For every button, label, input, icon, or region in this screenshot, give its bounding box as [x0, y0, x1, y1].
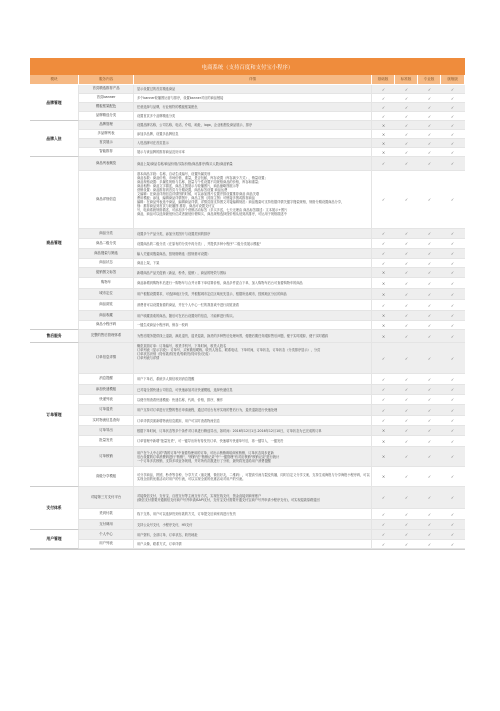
feature-description: 商品上架，下架 [134, 259, 372, 267]
check-mark-icon: ✓ [381, 161, 386, 166]
check-mark-icon: ✓ [404, 251, 409, 256]
check-mark-icon: ✓ [381, 376, 386, 382]
feature-description: 可分享商品，拼团，秒杀等各种，分享方式（朋友圈，微信好友，二维码），可提高引流与裂变传播，同时自定义分享文案，支持生成海报与分享海报小程序码，可以实现全面的优惠活动对用户的引流，可以实现全面的优惠活动对用户的引流。 [134, 467, 372, 486]
check-mark-icon: ✓ [404, 522, 409, 527]
cross-mark-icon: × [381, 474, 386, 479]
check-mark-icon: ✓ [404, 355, 409, 361]
check-mark-icon: ✓ [404, 241, 409, 246]
feature-description: 输入关键词搜索商品，按规格筛选（按规格可设置） [134, 249, 372, 258]
feature-name: 商品收藏 [79, 311, 134, 320]
table-row [79, 436, 465, 447]
check-mark-icon: ✓ [404, 280, 409, 286]
table-row [79, 139, 465, 148]
check-mark-icon: ✓ [381, 407, 386, 413]
table-row [79, 520, 465, 530]
feature-name: 商品详细信息 [79, 171, 134, 228]
check-mark-icon: ✓ [427, 197, 432, 202]
cross-mark-icon: × [381, 428, 386, 433]
feature-description: 一键生成商品小程序码，保存一枚码 [134, 321, 372, 329]
cross-mark-icon: × [381, 122, 386, 128]
cross-mark-icon: × [381, 140, 386, 146]
feature-name: 商品列表概览 [79, 157, 134, 170]
check-mark-icon: ✓ [427, 260, 432, 266]
feature-name: 实时物流信息查询 [79, 416, 134, 425]
feature-name: 首页精选推荐产品 [79, 85, 134, 93]
table-row [79, 259, 465, 268]
feature-name: 完整的售后管理体系 [79, 330, 134, 342]
cross-mark-icon: × [381, 313, 386, 318]
table-row [79, 509, 465, 520]
feature-description: 用户资料，全部订单，订单状态，收货地址 [134, 530, 372, 539]
check-mark-icon: ✓ [427, 333, 432, 339]
table-row [79, 239, 465, 249]
check-mark-icon: ✓ [381, 95, 386, 101]
check-mark-icon: ✓ [404, 140, 409, 146]
feature-name: 高级分享模板 [79, 467, 134, 486]
check-mark-icon: ✓ [404, 474, 409, 479]
feature-name: 消息提醒 [79, 374, 134, 384]
check-mark-icon: ✓ [404, 495, 409, 500]
check-mark-icon: ✓ [404, 418, 409, 423]
column-header: 旗舰版 [441, 75, 465, 84]
feature-name: 订单核销 [79, 447, 134, 466]
cross-mark-icon: × [381, 322, 386, 328]
table-title: 电商系统（支持百度和支付宝小程序） [30, 58, 465, 75]
feature-description: 用户收藏喜欢的商品，随后可在后台设置好的信息，才能够进行购买。 [134, 311, 372, 320]
feature-description: 概览页面订单：订单编号，收货手机号，下单时间，收货人姓名 订单列表（显示字段）：订单号，买家微信昵称，收货人姓名，联系电话，下单时间，订单状态，订单状态（分类排序显示），分页 订单状态识别（待付款/待发货/待收货/待评价/完成） 订单列表与详情 [134, 343, 372, 373]
check-mark-icon: ✓ [404, 231, 409, 236]
feature-description: 用户头像，联系方式，订单详情 [134, 540, 372, 548]
module-name: 品牌管理 [30, 85, 79, 121]
table-row [79, 530, 465, 540]
feature-description: 设置商品的二级分类（在原有的分类中再分类），并提供多种小程序"二级分类展示模板" [134, 239, 372, 248]
feature-name: 促销图文标签 [79, 268, 134, 277]
module-name: 商品管理 [30, 157, 79, 330]
table-row [79, 249, 465, 259]
check-mark-icon: ✓ [404, 541, 409, 547]
check-mark-icon: ✓ [427, 231, 432, 236]
check-mark-icon: ✓ [427, 474, 432, 479]
check-mark-icon: ✓ [381, 197, 386, 202]
check-mark-icon: ✓ [450, 541, 455, 547]
check-mark-icon: ✓ [404, 438, 409, 444]
feature-description: 用户在个人中心的"我的订单"中查看待使用的订单，可出示核销码给商家核销，订单状态同步更新 后台设置的订单消费码进行"核销"，"核销"在"核销记录"中"一键管理"有对应核销"核销记录"进行统计 一个订单多次核销，支持多项业务规则，并对所有次数进行了分析，最终将发送给用户消费提醒 [134, 447, 372, 466]
column-header: 专业版 [418, 75, 441, 84]
check-mark-icon: ✓ [404, 260, 409, 266]
check-mark-icon: ✓ [427, 397, 432, 402]
feature-description: 对接微信支付，支付宝，百度支付等主流支付方式，实现在线支付，资金直接到商家账户 (微信支付需要开通微信支付商户号并申请JSAPI支付，支付宝支付需要开通支付宝商户号并申请小程序支付)，可实现退款原路退回 [134, 487, 372, 508]
check-mark-icon: ✓ [450, 418, 455, 423]
feature-description: 已对接全国快递公司信息，可快速添加对应快递模板，选择快递信息 [134, 385, 372, 394]
check-mark-icon: ✓ [427, 438, 432, 444]
check-mark-icon: ✓ [427, 302, 432, 308]
check-mark-icon: ✓ [450, 113, 455, 119]
table-row [79, 148, 465, 157]
feature-description: 商品新增到购物车后进行一购物车与合并计算下单结算价格，商品多件混合下单，加入购物车后台可查看购物车的商品 [134, 278, 372, 288]
column-header: 基础版 [372, 75, 395, 84]
check-mark-icon: ✓ [450, 397, 455, 402]
check-mark-icon: ✓ [427, 140, 432, 146]
feature-name: 品牌管理 [79, 121, 134, 129]
check-mark-icon: ✓ [427, 511, 432, 517]
check-mark-icon: ✓ [381, 511, 386, 517]
check-mark-icon: ✓ [381, 104, 386, 110]
check-mark-icon: ✓ [381, 231, 386, 236]
check-mark-icon: ✓ [450, 474, 455, 479]
feature-name: 首页banner [79, 94, 134, 102]
check-mark-icon: ✓ [404, 387, 409, 392]
check-mark-icon: ✓ [404, 302, 409, 308]
check-mark-icon: ✓ [381, 260, 386, 266]
check-mark-icon: ✓ [427, 161, 432, 166]
check-mark-icon: ✓ [450, 140, 455, 146]
check-mark-icon: ✓ [427, 270, 432, 275]
feature-name: 品牌精选分类 [79, 112, 134, 120]
feature-name: 添加快递模板 [79, 385, 134, 394]
check-mark-icon: ✓ [381, 355, 386, 361]
table-row [79, 94, 465, 103]
check-mark-icon: ✓ [427, 322, 432, 328]
cross-mark-icon: × [381, 280, 386, 286]
check-mark-icon: ✓ [450, 86, 455, 92]
feature-name: 用户列表 [79, 540, 134, 548]
table-row [79, 157, 465, 171]
check-mark-icon: ✓ [427, 495, 432, 500]
feature-name: 商品搜索与筛选 [79, 249, 134, 258]
table-row [79, 426, 465, 436]
feature-description: 线下交易，用户可以选择货到付款的方式，订单提交后商家再进行发货 [134, 509, 372, 519]
feature-name: 商品分类 [79, 229, 134, 238]
check-mark-icon: ✓ [427, 428, 432, 433]
check-mark-icon: ✓ [381, 302, 386, 308]
check-mark-icon: ✓ [450, 270, 455, 275]
check-mark-icon: ✓ [427, 95, 432, 101]
check-mark-icon: ✓ [381, 387, 386, 392]
table-row [79, 278, 465, 289]
check-mark-icon: ✓ [381, 86, 386, 92]
check-mark-icon: ✓ [404, 161, 409, 166]
check-mark-icon: ✓ [381, 541, 386, 547]
cross-mark-icon: × [381, 131, 386, 137]
check-mark-icon: ✓ [427, 387, 432, 392]
module-name: 支付体系 [30, 487, 79, 530]
feature-name: 城市定位 [79, 289, 134, 299]
check-mark-icon: ✓ [450, 333, 455, 339]
table-row [79, 416, 465, 426]
check-mark-icon: ✓ [404, 322, 409, 328]
check-mark-icon: ✓ [427, 280, 432, 286]
column-header: 详情 [134, 75, 372, 84]
check-mark-icon: ✓ [450, 322, 455, 328]
check-mark-icon: ✓ [450, 532, 455, 537]
check-mark-icon: ✓ [404, 397, 409, 402]
check-mark-icon: ✓ [427, 86, 432, 92]
feature-name: 货到付款 [79, 509, 134, 519]
check-mark-icon: ✓ [427, 131, 432, 137]
check-mark-icon: ✓ [427, 149, 432, 155]
feature-description: 设置品牌名称，公司名称，电话，介绍，地址，logo，企业相册及商品展示，排序 [134, 121, 372, 129]
table-row [79, 289, 465, 300]
check-mark-icon: ✓ [450, 122, 455, 128]
module-divider [30, 549, 465, 550]
feature-name: 订单导出 [79, 426, 134, 435]
feature-description: 消费者可以设置查看的商品，并在个人中心一栏的我喜欢中进行浏览查看 [134, 300, 372, 310]
feature-name: 个人中心 [79, 530, 134, 539]
check-mark-icon: ✓ [450, 280, 455, 286]
check-mark-icon: ✓ [450, 149, 455, 155]
check-mark-icon: ✓ [404, 376, 409, 382]
check-mark-icon: ✓ [381, 418, 386, 423]
check-mark-icon: ✓ [450, 291, 455, 297]
table-row [79, 467, 465, 487]
table-row [79, 229, 465, 239]
check-mark-icon: ✓ [404, 313, 409, 318]
module-name: 售后服务 [30, 330, 79, 343]
check-mark-icon: ✓ [427, 355, 432, 361]
check-mark-icon: ✓ [450, 104, 455, 110]
table-row [79, 540, 465, 549]
check-mark-icon: ✓ [404, 113, 409, 119]
feature-name: 商品状态 [79, 259, 134, 267]
check-mark-icon: ✓ [404, 197, 409, 202]
table-row [79, 405, 465, 416]
check-mark-icon: ✓ [381, 397, 386, 402]
check-mark-icon: ✓ [427, 241, 432, 246]
module-name: 品牌入驻 [30, 121, 79, 157]
check-mark-icon: ✓ [450, 241, 455, 246]
check-mark-icon: ✓ [450, 251, 455, 256]
check-mark-icon: ✓ [450, 387, 455, 392]
feature-name: 支付调用 [79, 520, 134, 529]
check-mark-icon: ✓ [381, 495, 386, 500]
table-row [79, 268, 465, 278]
check-mark-icon: ✓ [450, 197, 455, 202]
check-mark-icon: ✓ [427, 418, 432, 423]
table-row [79, 112, 465, 121]
feature-description: 新增商品产品关促销（新品，秒杀，促销），商品的特效与图标 [134, 268, 372, 277]
cross-mark-icon: × [381, 270, 386, 275]
feature-name: 订单信息详情 [79, 343, 134, 373]
table-row [79, 343, 465, 374]
feature-description: 以便仔细查看快递模板：快递名称，代码，价格，排序，操作 [134, 395, 372, 404]
feature-name: 快递列表 [79, 395, 134, 404]
feature-description: 订单管理中新增"批量发货"，可一键导出所有待发货订单，快速填写快递单号后，再一键导入，一键发货 [134, 436, 372, 446]
feature-description: 多个banner轮播图运营与排序，设置banner对应的商品链接 [134, 94, 372, 102]
check-mark-icon: ✓ [450, 131, 455, 137]
table-row [79, 395, 465, 405]
check-mark-icon: ✓ [381, 251, 386, 256]
feature-name: 商品二级分类 [79, 239, 134, 248]
feature-description: 设置多个产品分类，添加分类图片与设置类别的排序 [134, 229, 372, 238]
column-header: 标准版 [395, 75, 418, 84]
check-mark-icon: ✓ [404, 95, 409, 101]
feature-description: 为售后服务提供线上退款，满足退货，退货退款，换货的多种售后处理场景，便捷后期任务跟踪售后问题，便于实时跟踪，便于实时跟踪 [134, 330, 372, 342]
check-mark-icon: ✓ [404, 122, 409, 128]
check-mark-icon: ✓ [404, 86, 409, 92]
check-mark-icon: ✓ [450, 313, 455, 318]
feature-description: 入驻品牌可在首页显示 [134, 139, 372, 147]
cross-mark-icon: × [381, 333, 386, 339]
check-mark-icon: ✓ [427, 291, 432, 297]
table-row [79, 385, 465, 395]
check-mark-icon: ✓ [404, 428, 409, 433]
feature-description: 订单详情页面新增物流信息跟踪，用户可实时查看物流信息 [134, 416, 372, 425]
check-mark-icon: ✓ [450, 161, 455, 166]
feature-description: 任意选择与品牌，行业相符的模板框架配色 [134, 103, 372, 111]
table-row [79, 121, 465, 130]
table-row [79, 330, 465, 343]
cross-mark-icon: × [381, 438, 386, 444]
check-mark-icon: ✓ [427, 532, 432, 537]
check-mark-icon: ✓ [450, 438, 455, 444]
check-mark-icon: ✓ [450, 231, 455, 236]
check-mark-icon: ✓ [427, 376, 432, 382]
feature-name: 商品浏览 [79, 300, 134, 310]
feature-name: 批量发货 [79, 436, 134, 446]
check-mark-icon: ✓ [427, 313, 432, 318]
feature-description: 基本商品字段：名称，自动生成编号，设置所属类别 商品参数：商品价格，市场价格，重量，是否包邮，库存设置（库存减少方式），销量设置； 商品规格设置：多属性规格与名称，批量与个性设置不同规格商品的价格，库存和重量； 商品相册：商品文字描述，商品主图展示与轮播图片，商品缩略图展示等 营销设置：商品推荐到首页与分期设置，商品标签设置 商品运费 文编辑：在商品详细信息详情图的时候，可以添加图片位置并排设置推荐商品 商品关联 费用模板；添加，编辑商品详情图片，商品主图（封面主图）可链接多图或推荐商品 编辑：在商品列表选中商品，编辑商品详情，详情页面支持图文对接编辑规范：商品搜索可支持依据详情关键字搜索规格，规格分期设置商品分享， 细：推荐商品到首页与轮播图 推荐，商品可设置支付宝 号，电商系统规格描述，可添加多个营销活动标签（多买多送，七天无理由 商品标签描述：文本展示+图片 商品，商品可以选择最低价位或者最低价格购买，商品规格选择按价格从低到高排序，可运用于规格描述中 [134, 171, 372, 228]
check-mark-icon: ✓ [427, 522, 432, 527]
check-mark-icon: ✓ [450, 454, 455, 459]
feature-description: 商品上架/商品名称/商品价格/实际价格/商品排序/购买人数/商品销量 [134, 157, 372, 170]
check-mark-icon: ✓ [427, 113, 432, 119]
module-name: 订单管理 [30, 343, 79, 487]
feature-name: 订单退货 [79, 405, 134, 415]
check-mark-icon: ✓ [404, 104, 409, 110]
feature-name: 购物车 [79, 278, 134, 288]
cross-mark-icon: × [381, 149, 386, 155]
feature-description: 用户支持对订单进行完整的售后申请流程，通过对后台有序实现的售后行为，退货退款进行快速处理 [134, 405, 372, 415]
table-row [79, 130, 465, 139]
check-mark-icon: ✓ [404, 407, 409, 413]
feature-description: 显示设置过的首页精选商品 [134, 85, 372, 93]
check-mark-icon: ✓ [404, 270, 409, 275]
feature-name: 多品牌列表 [79, 130, 134, 138]
check-mark-icon: ✓ [450, 495, 455, 500]
feature-description: 用户下单后，系统多人微信收到消息提醒 [134, 374, 372, 384]
check-mark-icon: ✓ [427, 122, 432, 128]
check-mark-icon: ✓ [427, 541, 432, 547]
check-mark-icon: ✓ [450, 511, 455, 517]
check-mark-icon: ✓ [404, 333, 409, 339]
check-mark-icon: ✓ [404, 532, 409, 537]
feature-description: 用户根据设置要求，可选择地区分类，并根据城市定位区域优先显示，根据所选城市，按照地区分区的商品 [134, 289, 372, 299]
module-name: 用户管理 [30, 530, 79, 549]
check-mark-icon: ✓ [404, 149, 409, 155]
check-mark-icon: ✓ [404, 454, 409, 459]
feature-name: 商品小程序码 [79, 321, 134, 329]
table-row [79, 311, 465, 321]
check-mark-icon: ✓ [450, 407, 455, 413]
table-row [79, 487, 465, 509]
check-mark-icon: ✓ [381, 522, 386, 527]
feature-name: 模板框架配色 [79, 103, 134, 111]
table-row [79, 374, 465, 385]
check-mark-icon: ✓ [381, 241, 386, 246]
feature-description: 添加多品牌，设置多品牌信息 [134, 130, 372, 138]
check-mark-icon: ✓ [450, 260, 455, 266]
feature-description: 展示与该品牌的推荐商品及好评率 [134, 148, 372, 156]
check-mark-icon: ✓ [450, 355, 455, 361]
feature-description: 支持公众号支付，小程序支付，H5支付 [134, 520, 372, 529]
table-row [79, 171, 465, 229]
cross-mark-icon: × [381, 454, 386, 459]
feature-description: 根据下单时间、订单状态等多个条件对订单进行筛选导出，如时间：2016年12月1日-2016年12月10日，订单状态为已完成的订单 [134, 426, 372, 435]
check-mark-icon: ✓ [427, 251, 432, 256]
check-mark-icon: ✓ [427, 407, 432, 413]
check-mark-icon: ✓ [450, 95, 455, 101]
table-row [79, 300, 465, 311]
table-row [79, 447, 465, 467]
column-header: 服务内容 [79, 75, 134, 84]
check-mark-icon: ✓ [450, 302, 455, 308]
check-mark-icon: ✓ [381, 532, 386, 537]
check-mark-icon: ✓ [450, 428, 455, 433]
check-mark-icon: ✓ [404, 131, 409, 137]
check-mark-icon: ✓ [381, 113, 386, 119]
table-row [79, 103, 465, 112]
table-row [79, 321, 465, 330]
feature-name: 对接第三方支付平台 [79, 487, 134, 508]
check-mark-icon: ✓ [450, 522, 455, 527]
check-mark-icon: ✓ [450, 376, 455, 382]
check-mark-icon: ✓ [427, 104, 432, 110]
check-mark-icon: ✓ [427, 454, 432, 459]
table-row [79, 85, 465, 94]
feature-description: 设置首页多个品牌精选分类 [134, 112, 372, 120]
check-mark-icon: ✓ [404, 511, 409, 517]
feature-name: 智能推荐 [79, 148, 134, 156]
feature-name: 首页展示 [79, 139, 134, 147]
check-mark-icon: ✓ [404, 291, 409, 297]
column-header: 模块 [30, 75, 79, 84]
cross-mark-icon: × [381, 291, 386, 297]
